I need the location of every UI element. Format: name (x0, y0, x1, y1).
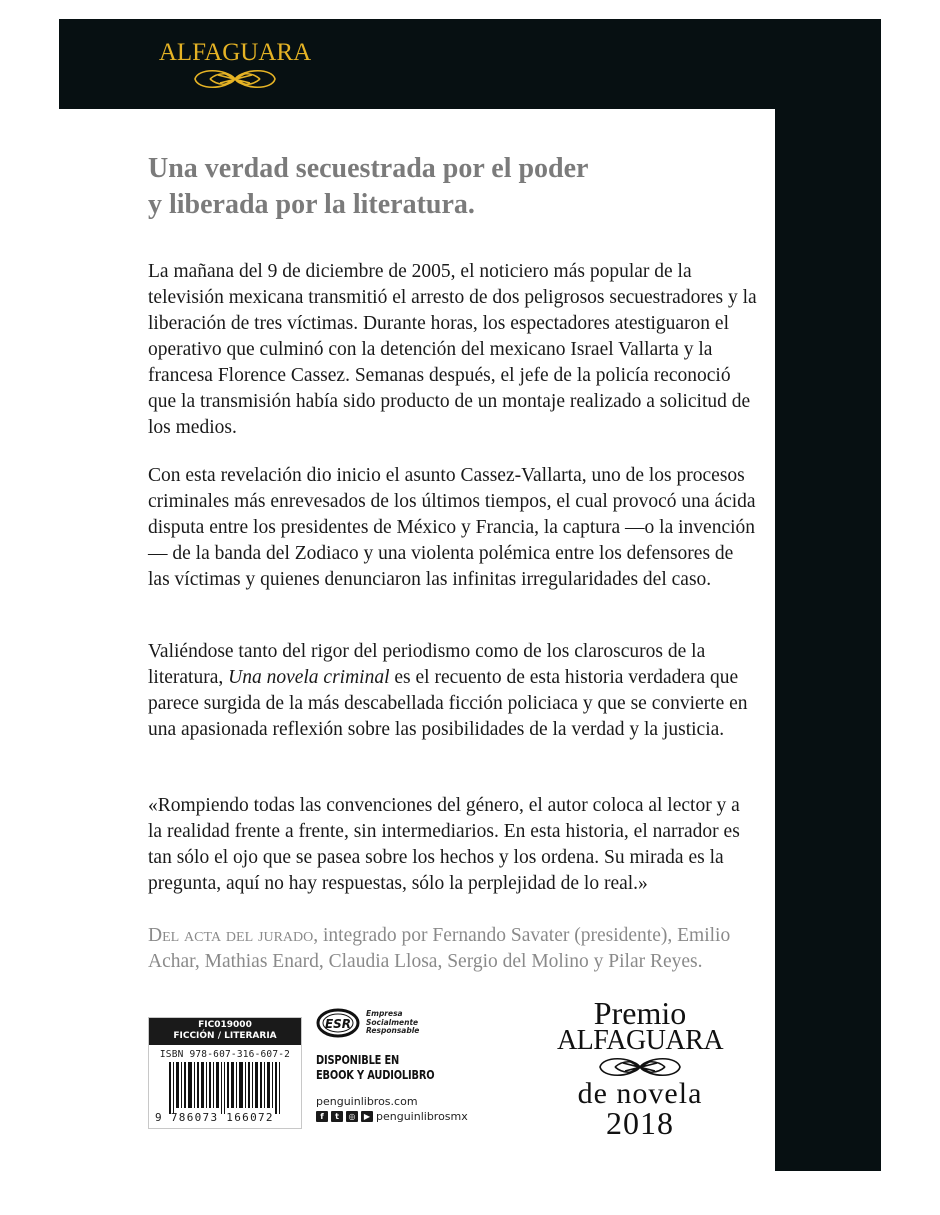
esr-line-2: Socialmente (366, 1017, 419, 1027)
headline (148, 151, 748, 223)
award-seal (540, 995, 740, 1141)
website-link[interactable]: penguinlibros.com (316, 1095, 418, 1108)
social-handle[interactable]: penguinlibrosmx (376, 1110, 468, 1123)
availability-line-2: EBOOK Y AUDIOLIBRO (316, 1068, 435, 1082)
bisac-code: FIC019000 (198, 1020, 252, 1030)
instagram-icon[interactable]: ◎ (346, 1111, 358, 1122)
isbn-text: ISBN 978-607-316-607-2 (159, 1049, 291, 1060)
book-title: Una novela criminal (228, 667, 390, 688)
category-header (149, 1018, 301, 1045)
publisher-logo (150, 40, 320, 95)
barcode-digits: 9 786073 166072 (155, 1111, 274, 1124)
youtube-icon[interactable]: ▶ (361, 1111, 373, 1122)
esr-logo-icon (316, 1008, 360, 1038)
jury-members: , integrado por Fernando Savater (presidente), Emilio Achar, Mathias Enard, Claudia Llosa, Sergio del Molino y Pilar Reyes. (148, 925, 731, 972)
esr-line-3: Responsable (366, 1026, 420, 1036)
svg-text:ESR: ESR (324, 1017, 352, 1031)
esr-line-1: Empresa (366, 1009, 403, 1019)
headline-line-1: Una verdad secuestrada por el poder (148, 153, 589, 184)
availability-note (316, 1053, 434, 1083)
synopsis-paragraph-2: Con esta revelación dio inicio el asunto Cassez-Vallarta, uno de los procesos criminales más enrevesados de los últimos tiempos, el cual provocó una ácida disputa entre los presidentes de México y Francia, la captura —o la invención— de la banda del Zodiaco y una violenta polémica entre los defensores de las víctimas y quienes denunciaron las infinitas irregularidades del caso. (148, 465, 756, 590)
publisher-logo-text: ALFAGUARA (158, 39, 312, 66)
category-name: FICCIÓN / LITERARIA (173, 1031, 277, 1041)
barcode-icon (161, 1062, 289, 1114)
jury-source: Del acta del jurado (148, 925, 314, 946)
facebook-icon[interactable]: f (316, 1111, 328, 1122)
headline-line-2: y liberada por la literatura. (148, 189, 475, 220)
esr-label (366, 1010, 419, 1036)
synopsis-paragraph-3 (148, 639, 758, 743)
award-year: 2018 (606, 1105, 674, 1141)
award-line-2: ALFAGUARA (556, 1025, 724, 1056)
esr-badge (316, 1008, 419, 1038)
twitter-icon[interactable]: t (331, 1111, 343, 1122)
award-line-3: de novela (577, 1077, 703, 1110)
jury-attribution (148, 923, 758, 975)
jury-quote: «Rompiendo todas las convenciones del género, el autor coloca al lector y a la realidad frente a frente, sin intermediarios. En esta historia, el narrador es tan sólo el ojo que se pasea sobre los hechos y los ordena. Su mirada es la pregunta, aquí no hay respuestas, sólo la perplejidad de lo real.» (148, 795, 740, 894)
award-line-1: Premio (593, 995, 687, 1031)
p3-text-start: Valiéndose tanto del rigor del periodismo como de los claroscuros de la literatura, (148, 641, 706, 688)
availability-line-1: DISPONIBLE EN (316, 1053, 400, 1067)
social-row (316, 1110, 468, 1123)
p3-text-end: es el recuento de esta historia verdadera que parece surgida de la más descabellada ficción policiaca y que se convierte en una apasionada reflexión sobre las posibilidades de la verdad y la justicia. (148, 667, 748, 740)
flourish-icon (190, 66, 280, 92)
barcode-label (148, 1017, 302, 1129)
spine-band (775, 19, 881, 1171)
synopsis-paragraph-1: La mañana del 9 de diciembre de 2005, el noticiero más popular de la televisión mexicana transmitió el arresto de dos peligrosos secuestradores y la liberación de tres víctimas. Durante horas, los espectadores atestiguaron el operativo que culminó con la detención del mexicano Israel Vallarta y la francesa Florence Cassez. Semanas después, el jefe de la policía reconoció que la transmisión había sido producto de un montaje realizado a solicitud de los medios. (148, 261, 757, 438)
